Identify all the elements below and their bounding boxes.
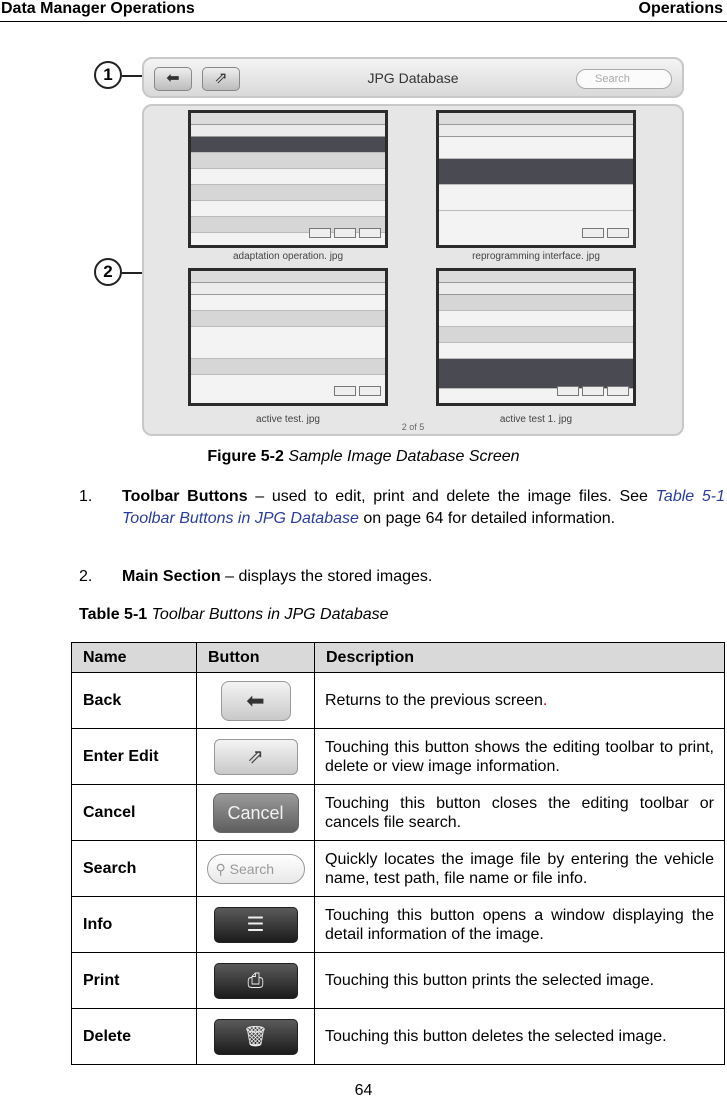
table-title: Toolbar Buttons in JPG Database xyxy=(151,606,389,623)
edit-share-icon: ⇗ xyxy=(214,739,298,775)
search-field-icon: ⚲ Search xyxy=(207,854,305,884)
list-text xyxy=(122,566,725,588)
column-header-button: Button xyxy=(197,643,315,673)
back-arrow-icon: ⬅ xyxy=(221,681,291,721)
info-list-icon: ☰ xyxy=(214,907,298,943)
thumbnail-image xyxy=(188,110,388,248)
list-body-end: on page 64 for detailed information. xyxy=(358,510,616,527)
thumbnail-caption: active test 1. jpg xyxy=(499,414,573,425)
list-item xyxy=(79,486,725,552)
sample-image-database-figure xyxy=(90,52,690,444)
callout-1-line xyxy=(122,75,144,77)
button-name: Info xyxy=(72,897,197,953)
list-text xyxy=(122,486,725,530)
thumbnail-caption: active test. jpg xyxy=(256,414,320,425)
edit-share-icon: ⇗ xyxy=(202,67,240,91)
button-name: Delete xyxy=(72,1009,197,1065)
figure-label: Figure 5-2 xyxy=(207,448,284,465)
button-description: Touching this button opens a window displaying the detail information of the image. xyxy=(315,897,725,953)
table-row xyxy=(72,673,725,729)
table-row xyxy=(72,729,725,785)
list-number: 2. xyxy=(79,568,93,585)
page-number: 64 xyxy=(354,1082,373,1099)
column-header-description: Description xyxy=(315,643,725,673)
list-bold-term: Main Section xyxy=(122,568,221,585)
table-row xyxy=(72,897,725,953)
figure-caption xyxy=(0,448,727,466)
table-row xyxy=(72,785,725,841)
toolbar-buttons-table xyxy=(71,642,725,1065)
tablet-search-field: Search xyxy=(576,69,672,89)
tablet-title: JPG Database xyxy=(367,70,459,86)
table-caption xyxy=(79,606,389,624)
callout-1: 1 xyxy=(94,61,122,89)
button-name: Enter Edit xyxy=(72,729,197,785)
header-chapter-title: Operations xyxy=(638,0,723,17)
table-row xyxy=(72,953,725,1009)
figure-title: Sample Image Database Screen xyxy=(288,448,520,465)
callout-2-line xyxy=(122,272,144,274)
table-row xyxy=(72,841,725,897)
button-description: Touching this button closes the editing toolbar or cancels file search. xyxy=(315,785,725,841)
header-section-title: Data Manager Operations xyxy=(1,0,195,17)
table-reference-link[interactable]: Table 5-1 Toolbar Buttons in JPG Database xyxy=(122,488,725,527)
button-name: Back xyxy=(72,673,197,729)
button-description: Touching this button prints the selected image. xyxy=(315,953,725,1009)
printer-icon: ⎙ xyxy=(214,963,298,999)
main-section-screenshot xyxy=(142,104,684,436)
page-header xyxy=(0,0,727,22)
trash-icon: 🗑 xyxy=(214,1019,298,1055)
list-body: – displays the stored images. xyxy=(220,568,433,585)
thumbnail-caption: adaptation operation. jpg xyxy=(232,251,344,262)
button-description: Returns to the previous screen. xyxy=(315,673,725,729)
cancel-label-icon: Cancel xyxy=(213,793,299,833)
list-body: – used to edit, print and delete the image files. See xyxy=(247,488,656,505)
button-name: Cancel xyxy=(72,785,197,841)
column-header-name: Name xyxy=(72,643,197,673)
thumbnail-image xyxy=(436,110,636,248)
toolbar-screenshot xyxy=(142,57,684,98)
list-item xyxy=(79,566,725,588)
thumbnail-image xyxy=(188,268,388,406)
button-description: Touching this button deletes the selected image. xyxy=(315,1009,725,1065)
list-number: 1. xyxy=(79,488,93,505)
button-name: Print xyxy=(72,953,197,1009)
list-bold-term: Toolbar Buttons xyxy=(122,488,248,505)
button-description: Quickly locates the image file by entering the vehicle name, test path, file name or file info. xyxy=(315,841,725,897)
table-row xyxy=(72,1009,725,1065)
button-description: Touching this button shows the editing toolbar to print, delete or view image information. xyxy=(315,729,725,785)
button-name: Search xyxy=(72,841,197,897)
table-header-row xyxy=(72,643,725,673)
back-arrow-icon: ⬅ xyxy=(154,67,192,91)
page-indicator: 2 of 5 xyxy=(401,422,425,432)
callout-2: 2 xyxy=(94,258,122,286)
thumbnail-caption: reprogramming interface. jpg xyxy=(472,251,600,262)
thumbnail-image xyxy=(436,268,636,406)
table-label: Table 5-1 xyxy=(79,606,148,623)
